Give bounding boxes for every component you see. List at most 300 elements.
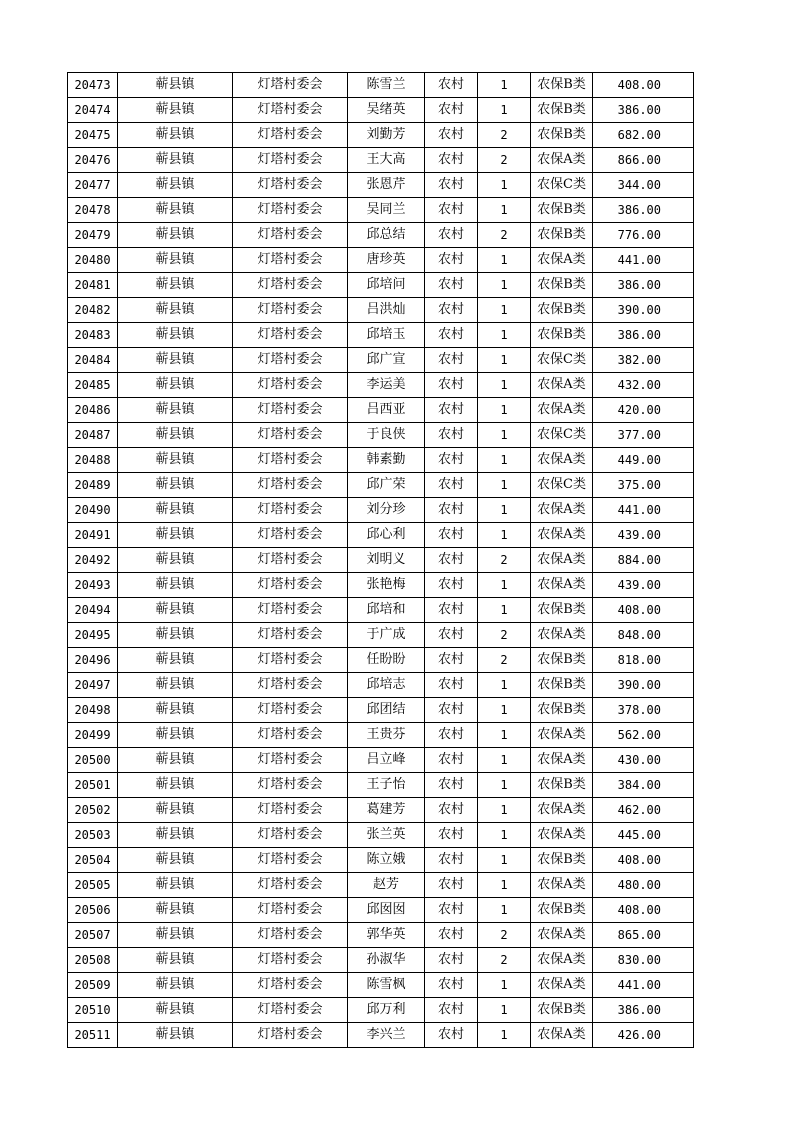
record-id-cell: 20475	[68, 123, 118, 148]
household-size-cell: 1	[478, 673, 531, 698]
area-type-cell: 农村	[425, 498, 478, 523]
household-size-cell: 1	[478, 523, 531, 548]
area-type-cell: 农村	[425, 173, 478, 198]
table-row	[68, 323, 694, 348]
town-cell: 蕲县镇	[118, 973, 233, 998]
area-type-cell: 农村	[425, 73, 478, 98]
record-id-cell: 20507	[68, 923, 118, 948]
person-name-cell: 孙淑华	[348, 948, 425, 973]
amount-cell: 445.00	[593, 823, 694, 848]
town-cell: 蕲县镇	[118, 373, 233, 398]
village-committee-cell: 灯塔村委会	[233, 248, 348, 273]
household-size-cell: 1	[478, 973, 531, 998]
amount-cell: 430.00	[593, 748, 694, 773]
amount-cell: 408.00	[593, 598, 694, 623]
insurance-category-cell: 农保C类	[531, 173, 593, 198]
person-name-cell: 吴绪英	[348, 98, 425, 123]
area-type-cell: 农村	[425, 973, 478, 998]
record-id-cell: 20484	[68, 348, 118, 373]
village-committee-cell: 灯塔村委会	[233, 398, 348, 423]
amount-cell: 384.00	[593, 773, 694, 798]
insurance-category-cell: 农保A类	[531, 873, 593, 898]
amount-cell: 439.00	[593, 523, 694, 548]
town-cell: 蕲县镇	[118, 148, 233, 173]
village-committee-cell: 灯塔村委会	[233, 623, 348, 648]
record-id-cell: 20488	[68, 448, 118, 473]
insurance-category-cell: 农保C类	[531, 473, 593, 498]
amount-cell: 439.00	[593, 573, 694, 598]
household-size-cell: 1	[478, 998, 531, 1023]
table-row	[68, 848, 694, 873]
record-id-cell: 20510	[68, 998, 118, 1023]
town-cell: 蕲县镇	[118, 523, 233, 548]
area-type-cell: 农村	[425, 448, 478, 473]
amount-cell: 441.00	[593, 498, 694, 523]
town-cell: 蕲县镇	[118, 348, 233, 373]
table-row	[68, 698, 694, 723]
insurance-category-cell: 农保A类	[531, 573, 593, 598]
person-name-cell: 李运美	[348, 373, 425, 398]
area-type-cell: 农村	[425, 423, 478, 448]
household-size-cell: 1	[478, 498, 531, 523]
amount-cell: 818.00	[593, 648, 694, 673]
person-name-cell: 邱团结	[348, 698, 425, 723]
town-cell: 蕲县镇	[118, 298, 233, 323]
town-cell: 蕲县镇	[118, 573, 233, 598]
table-row	[68, 148, 694, 173]
village-committee-cell: 灯塔村委会	[233, 348, 348, 373]
person-name-cell: 邱培和	[348, 598, 425, 623]
amount-cell: 682.00	[593, 123, 694, 148]
person-name-cell: 邱培玉	[348, 323, 425, 348]
record-id-cell: 20498	[68, 698, 118, 723]
amount-cell: 375.00	[593, 473, 694, 498]
household-size-cell: 1	[478, 723, 531, 748]
village-committee-cell: 灯塔村委会	[233, 998, 348, 1023]
household-size-cell: 1	[478, 898, 531, 923]
town-cell: 蕲县镇	[118, 98, 233, 123]
village-committee-cell: 灯塔村委会	[233, 723, 348, 748]
area-type-cell: 农村	[425, 348, 478, 373]
amount-cell: 408.00	[593, 848, 694, 873]
village-committee-cell: 灯塔村委会	[233, 873, 348, 898]
amount-cell: 408.00	[593, 73, 694, 98]
village-committee-cell: 灯塔村委会	[233, 823, 348, 848]
person-name-cell: 邱培问	[348, 273, 425, 298]
table-row	[68, 398, 694, 423]
amount-cell: 480.00	[593, 873, 694, 898]
table-row	[68, 898, 694, 923]
town-cell: 蕲县镇	[118, 323, 233, 348]
person-name-cell: 吴同兰	[348, 198, 425, 223]
town-cell: 蕲县镇	[118, 423, 233, 448]
area-type-cell: 农村	[425, 573, 478, 598]
table-row	[68, 198, 694, 223]
table-row	[68, 548, 694, 573]
area-type-cell: 农村	[425, 298, 478, 323]
insurance-category-cell: 农保B类	[531, 198, 593, 223]
record-id-cell: 20487	[68, 423, 118, 448]
person-name-cell: 刘分珍	[348, 498, 425, 523]
person-name-cell: 韩素勤	[348, 448, 425, 473]
person-name-cell: 邱广荣	[348, 473, 425, 498]
data-table	[67, 72, 694, 1048]
person-name-cell: 李兴兰	[348, 1023, 425, 1048]
table-row	[68, 923, 694, 948]
town-cell: 蕲县镇	[118, 723, 233, 748]
town-cell: 蕲县镇	[118, 123, 233, 148]
town-cell: 蕲县镇	[118, 923, 233, 948]
record-id-cell: 20489	[68, 473, 118, 498]
village-committee-cell: 灯塔村委会	[233, 73, 348, 98]
table-row	[68, 273, 694, 298]
area-type-cell: 农村	[425, 1023, 478, 1048]
household-size-cell: 1	[478, 798, 531, 823]
household-size-cell: 1	[478, 848, 531, 873]
insurance-category-cell: 农保A类	[531, 798, 593, 823]
area-type-cell: 农村	[425, 123, 478, 148]
amount-cell: 344.00	[593, 173, 694, 198]
person-name-cell: 王贵芬	[348, 723, 425, 748]
household-size-cell: 1	[478, 1023, 531, 1048]
table-row	[68, 473, 694, 498]
household-size-cell: 2	[478, 948, 531, 973]
household-size-cell: 1	[478, 473, 531, 498]
person-name-cell: 吕洪灿	[348, 298, 425, 323]
village-committee-cell: 灯塔村委会	[233, 423, 348, 448]
person-name-cell: 郭华英	[348, 923, 425, 948]
insurance-category-cell: 农保A类	[531, 948, 593, 973]
table-row	[68, 373, 694, 398]
table-row	[68, 123, 694, 148]
insurance-category-cell: 农保B类	[531, 773, 593, 798]
amount-cell: 830.00	[593, 948, 694, 973]
town-cell: 蕲县镇	[118, 548, 233, 573]
amount-cell: 382.00	[593, 348, 694, 373]
village-committee-cell: 灯塔村委会	[233, 273, 348, 298]
town-cell: 蕲县镇	[118, 248, 233, 273]
table-row	[68, 173, 694, 198]
record-id-cell: 20490	[68, 498, 118, 523]
amount-cell: 426.00	[593, 1023, 694, 1048]
amount-cell: 884.00	[593, 548, 694, 573]
record-id-cell: 20505	[68, 873, 118, 898]
record-id-cell: 20511	[68, 1023, 118, 1048]
household-size-cell: 1	[478, 73, 531, 98]
area-type-cell: 农村	[425, 473, 478, 498]
record-id-cell: 20478	[68, 198, 118, 223]
table-row	[68, 598, 694, 623]
area-type-cell: 农村	[425, 398, 478, 423]
area-type-cell: 农村	[425, 798, 478, 823]
person-name-cell: 邱培志	[348, 673, 425, 698]
household-size-cell: 1	[478, 248, 531, 273]
area-type-cell: 农村	[425, 148, 478, 173]
town-cell: 蕲县镇	[118, 623, 233, 648]
record-id-cell: 20494	[68, 598, 118, 623]
insurance-category-cell: 农保B类	[531, 648, 593, 673]
household-size-cell: 2	[478, 223, 531, 248]
record-id-cell: 20495	[68, 623, 118, 648]
village-committee-cell: 灯塔村委会	[233, 898, 348, 923]
person-name-cell: 赵芳	[348, 873, 425, 898]
town-cell: 蕲县镇	[118, 273, 233, 298]
town-cell: 蕲县镇	[118, 898, 233, 923]
amount-cell: 386.00	[593, 998, 694, 1023]
town-cell: 蕲县镇	[118, 873, 233, 898]
village-committee-cell: 灯塔村委会	[233, 473, 348, 498]
person-name-cell: 王大高	[348, 148, 425, 173]
insurance-category-cell: 农保B类	[531, 298, 593, 323]
amount-cell: 390.00	[593, 298, 694, 323]
record-id-cell: 20479	[68, 223, 118, 248]
amount-cell: 462.00	[593, 798, 694, 823]
village-committee-cell: 灯塔村委会	[233, 548, 348, 573]
area-type-cell: 农村	[425, 823, 478, 848]
person-name-cell: 于良侠	[348, 423, 425, 448]
area-type-cell: 农村	[425, 773, 478, 798]
person-name-cell: 唐珍英	[348, 248, 425, 273]
area-type-cell: 农村	[425, 698, 478, 723]
insurance-category-cell: 农保B类	[531, 123, 593, 148]
person-name-cell: 邱心利	[348, 523, 425, 548]
person-name-cell: 邱囡囡	[348, 898, 425, 923]
area-type-cell: 农村	[425, 948, 478, 973]
person-name-cell: 王子怡	[348, 773, 425, 798]
person-name-cell: 陈立娥	[348, 848, 425, 873]
record-id-cell: 20506	[68, 898, 118, 923]
record-id-cell: 20502	[68, 798, 118, 823]
area-type-cell: 农村	[425, 248, 478, 273]
insurance-category-cell: 农保A类	[531, 823, 593, 848]
town-cell: 蕲县镇	[118, 748, 233, 773]
area-type-cell: 农村	[425, 198, 478, 223]
household-size-cell: 1	[478, 398, 531, 423]
insurance-category-cell: 农保B类	[531, 848, 593, 873]
household-size-cell: 1	[478, 873, 531, 898]
area-type-cell: 农村	[425, 673, 478, 698]
town-cell: 蕲县镇	[118, 698, 233, 723]
table-row	[68, 973, 694, 998]
household-size-cell: 1	[478, 773, 531, 798]
village-committee-cell: 灯塔村委会	[233, 223, 348, 248]
insurance-category-cell: 农保B类	[531, 998, 593, 1023]
record-id-cell: 20497	[68, 673, 118, 698]
village-committee-cell: 灯塔村委会	[233, 298, 348, 323]
village-committee-cell: 灯塔村委会	[233, 798, 348, 823]
amount-cell: 562.00	[593, 723, 694, 748]
insurance-category-cell: 农保B类	[531, 673, 593, 698]
table-row	[68, 748, 694, 773]
table-body	[68, 73, 694, 1048]
town-cell: 蕲县镇	[118, 398, 233, 423]
insurance-category-cell: 农保A类	[531, 523, 593, 548]
town-cell: 蕲县镇	[118, 648, 233, 673]
village-committee-cell: 灯塔村委会	[233, 1023, 348, 1048]
record-id-cell: 20486	[68, 398, 118, 423]
area-type-cell: 农村	[425, 748, 478, 773]
insurance-category-cell: 农保B类	[531, 698, 593, 723]
insurance-category-cell: 农保A类	[531, 973, 593, 998]
village-committee-cell: 灯塔村委会	[233, 748, 348, 773]
amount-cell: 432.00	[593, 373, 694, 398]
household-size-cell: 1	[478, 448, 531, 473]
village-committee-cell: 灯塔村委会	[233, 448, 348, 473]
table-row	[68, 673, 694, 698]
amount-cell: 386.00	[593, 98, 694, 123]
insurance-category-cell: 农保A类	[531, 248, 593, 273]
table-row	[68, 998, 694, 1023]
amount-cell: 866.00	[593, 148, 694, 173]
village-committee-cell: 灯塔村委会	[233, 498, 348, 523]
area-type-cell: 农村	[425, 848, 478, 873]
town-cell: 蕲县镇	[118, 448, 233, 473]
area-type-cell: 农村	[425, 598, 478, 623]
area-type-cell: 农村	[425, 623, 478, 648]
amount-cell: 386.00	[593, 323, 694, 348]
amount-cell: 390.00	[593, 673, 694, 698]
insurance-category-cell: 农保C类	[531, 423, 593, 448]
village-committee-cell: 灯塔村委会	[233, 848, 348, 873]
area-type-cell: 农村	[425, 523, 478, 548]
amount-cell: 776.00	[593, 223, 694, 248]
village-committee-cell: 灯塔村委会	[233, 198, 348, 223]
village-committee-cell: 灯塔村委会	[233, 948, 348, 973]
insurance-category-cell: 农保B类	[531, 223, 593, 248]
town-cell: 蕲县镇	[118, 198, 233, 223]
table-row	[68, 423, 694, 448]
person-name-cell: 吕西亚	[348, 398, 425, 423]
insurance-category-cell: 农保B类	[531, 598, 593, 623]
amount-cell: 848.00	[593, 623, 694, 648]
village-committee-cell: 灯塔村委会	[233, 123, 348, 148]
record-id-cell: 20482	[68, 298, 118, 323]
record-id-cell: 20476	[68, 148, 118, 173]
amount-cell: 386.00	[593, 198, 694, 223]
village-committee-cell: 灯塔村委会	[233, 573, 348, 598]
household-size-cell: 1	[478, 323, 531, 348]
table-row	[68, 348, 694, 373]
household-size-cell: 1	[478, 598, 531, 623]
town-cell: 蕲县镇	[118, 773, 233, 798]
village-committee-cell: 灯塔村委会	[233, 673, 348, 698]
person-name-cell: 邱万利	[348, 998, 425, 1023]
household-size-cell: 1	[478, 348, 531, 373]
amount-cell: 378.00	[593, 698, 694, 723]
amount-cell: 377.00	[593, 423, 694, 448]
household-size-cell: 2	[478, 548, 531, 573]
insurance-category-cell: 农保A类	[531, 1023, 593, 1048]
household-size-cell: 1	[478, 198, 531, 223]
town-cell: 蕲县镇	[118, 223, 233, 248]
insurance-category-cell: 农保A类	[531, 498, 593, 523]
record-id-cell: 20500	[68, 748, 118, 773]
amount-cell: 441.00	[593, 248, 694, 273]
area-type-cell: 农村	[425, 373, 478, 398]
record-id-cell: 20501	[68, 773, 118, 798]
town-cell: 蕲县镇	[118, 1023, 233, 1048]
person-name-cell: 陈雪兰	[348, 73, 425, 98]
person-name-cell: 邱广宣	[348, 348, 425, 373]
village-committee-cell: 灯塔村委会	[233, 598, 348, 623]
record-id-cell: 20480	[68, 248, 118, 273]
table-row	[68, 298, 694, 323]
person-name-cell: 邱总结	[348, 223, 425, 248]
amount-cell: 865.00	[593, 923, 694, 948]
table-row	[68, 623, 694, 648]
household-size-cell: 1	[478, 273, 531, 298]
insurance-category-cell: 农保A类	[531, 148, 593, 173]
record-id-cell: 20492	[68, 548, 118, 573]
town-cell: 蕲县镇	[118, 73, 233, 98]
amount-cell: 386.00	[593, 273, 694, 298]
area-type-cell: 农村	[425, 998, 478, 1023]
village-committee-cell: 灯塔村委会	[233, 698, 348, 723]
area-type-cell: 农村	[425, 923, 478, 948]
record-id-cell: 20477	[68, 173, 118, 198]
household-size-cell: 2	[478, 648, 531, 673]
table-row	[68, 573, 694, 598]
household-size-cell: 1	[478, 373, 531, 398]
person-name-cell: 葛建芳	[348, 798, 425, 823]
insurance-category-cell: 农保A类	[531, 398, 593, 423]
area-type-cell: 农村	[425, 273, 478, 298]
record-id-cell: 20481	[68, 273, 118, 298]
person-name-cell: 刘勤芳	[348, 123, 425, 148]
table-row	[68, 448, 694, 473]
insurance-category-cell: 农保A类	[531, 748, 593, 773]
household-size-cell: 1	[478, 748, 531, 773]
town-cell: 蕲县镇	[118, 798, 233, 823]
table-row	[68, 523, 694, 548]
household-size-cell: 2	[478, 623, 531, 648]
person-name-cell: 张恩芹	[348, 173, 425, 198]
village-committee-cell: 灯塔村委会	[233, 648, 348, 673]
table-row	[68, 823, 694, 848]
village-committee-cell: 灯塔村委会	[233, 523, 348, 548]
village-committee-cell: 灯塔村委会	[233, 323, 348, 348]
village-committee-cell: 灯塔村委会	[233, 773, 348, 798]
table-row	[68, 798, 694, 823]
insurance-category-cell: 农保B类	[531, 273, 593, 298]
area-type-cell: 农村	[425, 723, 478, 748]
village-committee-cell: 灯塔村委会	[233, 173, 348, 198]
person-name-cell: 任盼盼	[348, 648, 425, 673]
table-row	[68, 1023, 694, 1048]
table-row	[68, 723, 694, 748]
table-row	[68, 248, 694, 273]
village-committee-cell: 灯塔村委会	[233, 373, 348, 398]
person-name-cell: 刘明义	[348, 548, 425, 573]
household-size-cell: 1	[478, 98, 531, 123]
area-type-cell: 农村	[425, 898, 478, 923]
record-id-cell: 20499	[68, 723, 118, 748]
area-type-cell: 农村	[425, 648, 478, 673]
amount-cell: 408.00	[593, 898, 694, 923]
area-type-cell: 农村	[425, 873, 478, 898]
insurance-category-cell: 农保A类	[531, 923, 593, 948]
insurance-category-cell: 农保B类	[531, 73, 593, 98]
household-size-cell: 1	[478, 298, 531, 323]
town-cell: 蕲县镇	[118, 948, 233, 973]
record-id-cell: 20483	[68, 323, 118, 348]
person-name-cell: 陈雪枫	[348, 973, 425, 998]
area-type-cell: 农村	[425, 223, 478, 248]
household-size-cell: 2	[478, 923, 531, 948]
table-row	[68, 73, 694, 98]
record-id-cell: 20474	[68, 98, 118, 123]
town-cell: 蕲县镇	[118, 823, 233, 848]
